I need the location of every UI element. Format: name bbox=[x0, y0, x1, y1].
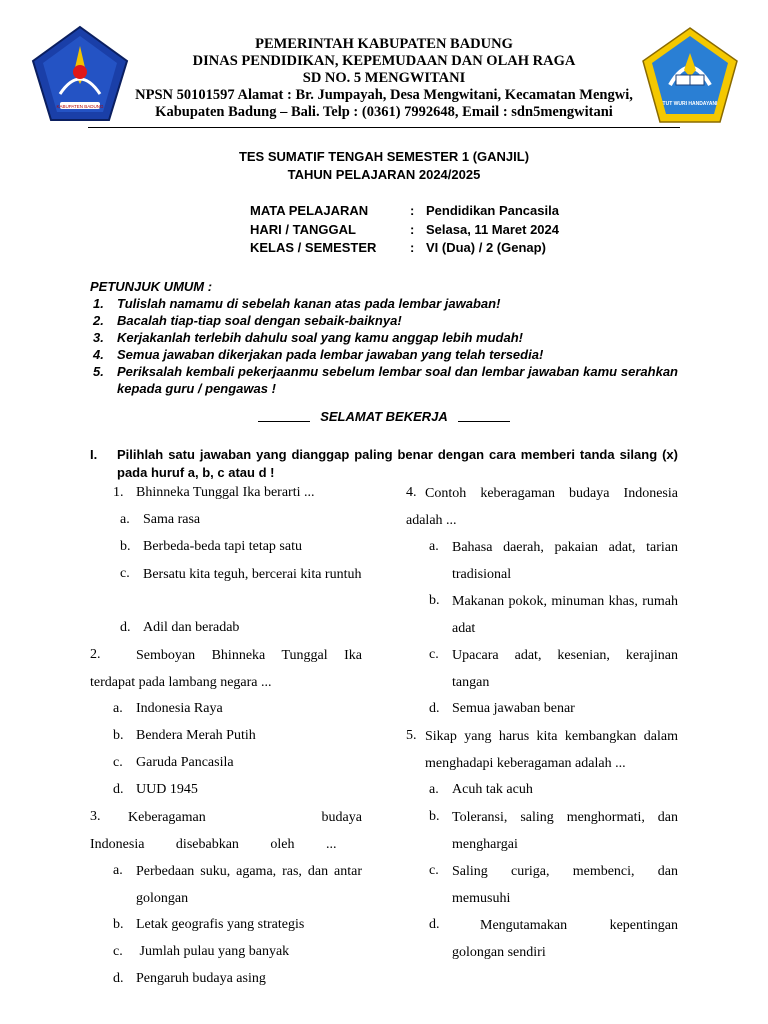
option-label: a. bbox=[113, 863, 123, 878]
section-text: Pilihlah satu jawaban yang dianggap paling benar dengan cara memberi tanda silang (x) pada huruf a, b, c atau d ! bbox=[117, 447, 678, 480]
questions-left-column bbox=[90, 484, 362, 994]
section-number: I. bbox=[90, 447, 98, 462]
general-instructions bbox=[90, 278, 678, 397]
info-colon: : bbox=[410, 203, 415, 218]
option-label: c. bbox=[429, 647, 439, 662]
question-number: 2. bbox=[90, 647, 101, 662]
instruction-item bbox=[90, 329, 678, 346]
option-label: a. bbox=[429, 782, 439, 797]
info-label: HARI / TANGGAL bbox=[250, 221, 356, 237]
info-label: KELAS / SEMESTER bbox=[250, 240, 377, 255]
option-text: Saling curiga, membenci, dan memusuhi bbox=[452, 863, 678, 906]
option-text: Sama rasa bbox=[143, 512, 201, 527]
option-label: b. bbox=[113, 917, 124, 932]
option-label: d. bbox=[120, 620, 131, 635]
option-text: Pengaruh budaya asing bbox=[136, 971, 266, 986]
question-text: Sikap yang harus kita kembangkan dalam menghadapi keberagaman adalah ... bbox=[425, 728, 678, 771]
info-label: MATA PELAJARAN bbox=[250, 203, 369, 218]
instruction-item bbox=[90, 295, 678, 312]
instruction-number: 3. bbox=[93, 330, 104, 345]
question-text: Contoh keberagaman budaya Indonesia adalah ... bbox=[406, 485, 678, 528]
instruction-text: Semua jawaban dikerjakan pada lembar jawaban yang telah tersedia! bbox=[117, 347, 544, 362]
question-number: 4. bbox=[406, 485, 417, 500]
question-text: Bhinneka Tunggal Ika berarti ... bbox=[136, 485, 315, 500]
letterhead-line-1: PEMERINTAH KABUPATEN BADUNG bbox=[255, 36, 513, 52]
letterhead-line-3: SD NO. 5 MENGWITANI bbox=[302, 70, 466, 86]
letterhead-divider bbox=[88, 127, 680, 128]
option-label: a. bbox=[113, 701, 123, 716]
option-label: d. bbox=[429, 701, 440, 716]
option-text: Toleransi, saling menghormati, dan menghargai bbox=[452, 809, 678, 852]
option-label: c. bbox=[429, 863, 439, 878]
instruction-number: 4. bbox=[93, 347, 104, 362]
instruction-number: 1. bbox=[93, 296, 104, 311]
option-label: d. bbox=[113, 971, 124, 986]
exam-title-line-2: TAHUN PELAJARAN 2024/2025 bbox=[287, 167, 481, 182]
option-text: Adil dan beradab bbox=[143, 620, 240, 635]
instruction-item bbox=[90, 312, 678, 329]
question-number: 1. bbox=[113, 485, 124, 500]
instruction-item bbox=[90, 346, 678, 363]
letterhead-line-2: DINAS PENDIDIKAN, KEPEMUDAAN DAN OLAH RAGA bbox=[192, 53, 576, 69]
option-text: Indonesia Raya bbox=[136, 701, 223, 716]
question-number: 3. bbox=[90, 809, 101, 824]
instruction-number: 2. bbox=[93, 313, 104, 328]
option-text: Makanan pokok, minuman khas, rumah adat bbox=[452, 593, 678, 636]
option-text: Semua jawaban benar bbox=[452, 701, 575, 716]
info-colon: : bbox=[410, 221, 415, 237]
info-value: Selasa, 11 Maret 2024 bbox=[426, 221, 559, 237]
instruction-text: Tulislah namamu di sebelah kanan atas pada lembar jawaban! bbox=[117, 296, 501, 311]
option-text: Jumlah pulau yang banyak bbox=[136, 944, 290, 959]
instruction-text: Bacalah tiap-tiap soal dengan sebaik-baiknya! bbox=[117, 313, 402, 328]
letterhead-line-5: Kabupaten Badung – Bali. Telp : (0361) 7992648, Email : sdn5mengwitani bbox=[155, 104, 613, 120]
instructions-list bbox=[90, 295, 678, 397]
instructions-heading: PETUNJUK UMUM : bbox=[90, 279, 213, 294]
left-logo-text: KABUPATEN BADUNG bbox=[56, 104, 104, 109]
option-text: Garuda Pancasila bbox=[136, 755, 234, 770]
greeting-text: SELAMAT BEKERJA bbox=[320, 409, 448, 424]
instruction-item bbox=[90, 363, 678, 397]
instruction-number: 5. bbox=[93, 364, 104, 379]
option-label: a. bbox=[429, 539, 439, 554]
option-text: Acuh tak acuh bbox=[452, 782, 533, 797]
question-text: Keberagaman budaya Indonesia disebabkan oleh ... bbox=[90, 809, 362, 852]
option-label: a. bbox=[120, 512, 130, 527]
option-text: Bendera Merah Putih bbox=[136, 728, 256, 743]
greeting-dash-right bbox=[458, 421, 510, 422]
exam-title bbox=[0, 148, 768, 184]
question-text: Semboyan Bhinneka Tunggal Ika terdapat pada lambang negara ... bbox=[90, 647, 362, 690]
option-label: c. bbox=[120, 566, 130, 581]
option-label: c. bbox=[113, 755, 123, 770]
option-text: Mengutamakan kepentingan golongan sendiri bbox=[452, 917, 678, 960]
tut-wuri-handayani-logo bbox=[640, 24, 740, 126]
option-label: b. bbox=[113, 728, 124, 743]
option-label: c. bbox=[113, 944, 123, 959]
greeting-line bbox=[0, 409, 768, 424]
option-label: b. bbox=[120, 539, 131, 554]
info-colon: : bbox=[410, 240, 415, 255]
option-text: Bahasa daerah, pakaian adat, tarian tradisional bbox=[452, 539, 678, 582]
section-instruction bbox=[90, 446, 678, 482]
option-label: d. bbox=[429, 917, 440, 932]
instruction-text: Kerjakanlah terlebih dahulu soal yang kamu anggap lebih mudah! bbox=[117, 330, 523, 345]
info-value: Pendidikan Pancasila bbox=[426, 203, 559, 218]
option-text: Perbedaan suku, agama, ras, dan antar golongan bbox=[136, 863, 362, 906]
option-label: b. bbox=[429, 593, 440, 608]
badung-regency-logo bbox=[30, 24, 130, 124]
info-value: VI (Dua) / 2 (Genap) bbox=[426, 240, 546, 255]
instruction-text: Periksalah kembali pekerjaanmu sebelum lembar soal dan lembar jawaban kamu serahkan kepada guru / pengawas ! bbox=[117, 364, 678, 396]
letterhead bbox=[120, 36, 648, 121]
option-text: Berbeda-beda tapi tetap satu bbox=[143, 539, 302, 554]
question-number: 5. bbox=[406, 728, 417, 743]
letterhead-line-4: NPSN 50101597 Alamat : Br. Jumpayah, Desa Mengwitani, Kecamatan Mengwi, bbox=[135, 87, 633, 103]
option-label: d. bbox=[113, 782, 124, 797]
right-logo-text: TUT WURI HANDAYANI bbox=[662, 101, 718, 107]
exam-title-line-1: TES SUMATIF TENGAH SEMESTER 1 (GANJIL) bbox=[238, 149, 530, 164]
greeting-dash-left bbox=[258, 421, 310, 422]
option-text: Upacara adat, kesenian, kerajinan tangan bbox=[452, 647, 678, 690]
option-text: Letak geografis yang strategis bbox=[136, 917, 305, 932]
option-text: Bersatu kita teguh, bercerai kita runtuh bbox=[143, 566, 362, 582]
option-label: b. bbox=[429, 809, 440, 824]
option-text: UUD 1945 bbox=[136, 782, 198, 797]
questions-right-column bbox=[406, 484, 678, 964]
